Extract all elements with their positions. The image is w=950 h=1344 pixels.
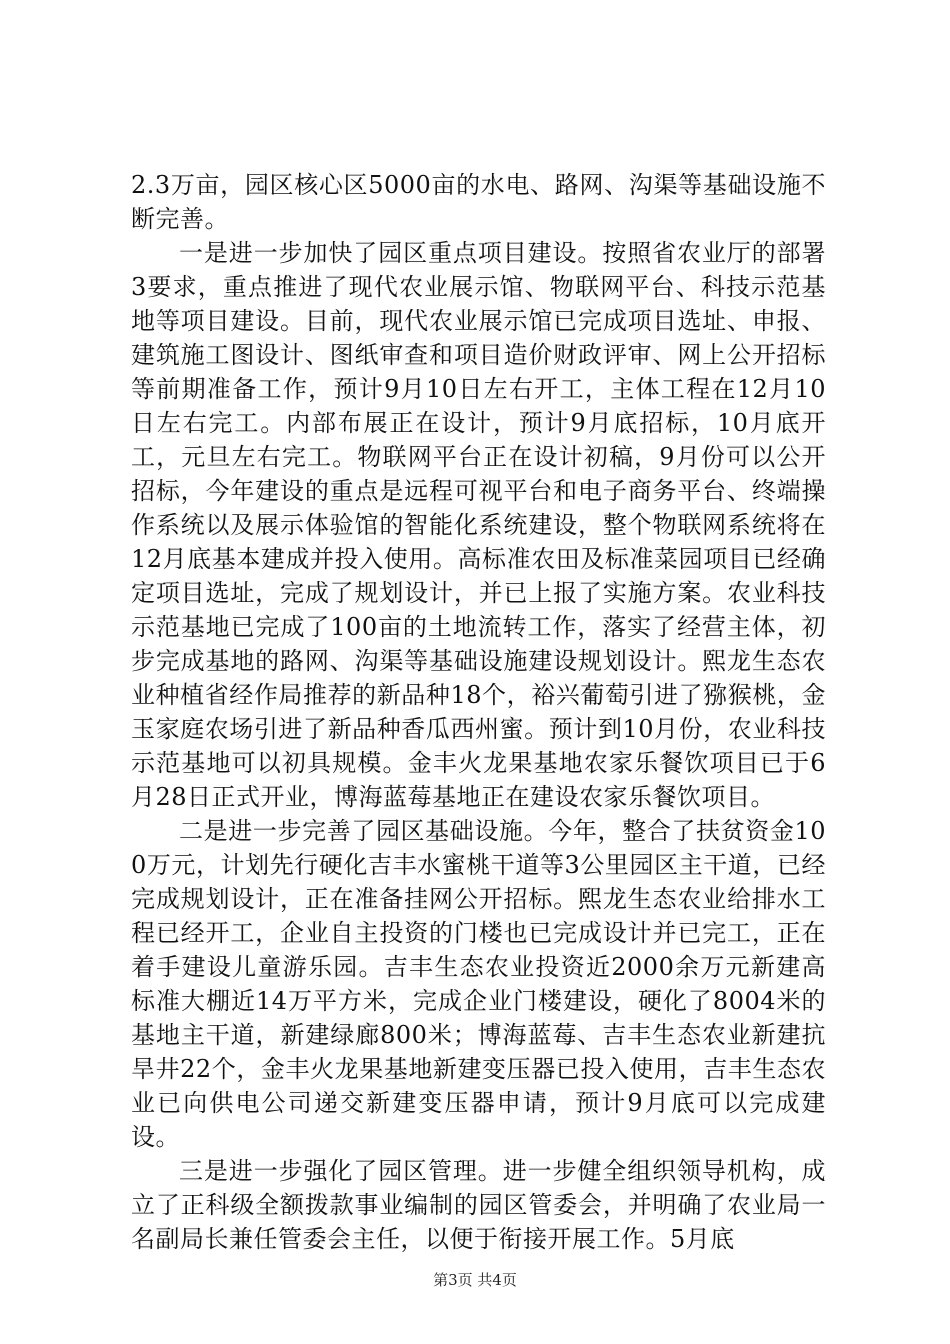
paragraph-3: 二是进一步完善了园区基础设施。今年，整合了扶贫资金100万元，计划先行硬化吉丰水蜜桃干道等3公里园区主干道，已经完成规划设计，正在准备挂网公开招标。熙龙生态农业给排水工程已经开工，企业自主投资的门楼也已完成设计并已完工，正在着手建设儿童游乐园。吉丰生态农业投资近2000余万元新建高标准大棚近14万平方米，完成企业门楼建设，硬化了8004米的基地主干道，新建绿廊800米；博海蓝莓、吉丰生态农业新建抗旱井22个，金丰火龙果基地新建变压器已投入使用，吉丰生态农业已向供电公司递交新建变压器申请，预计9月底可以完成建设。 [131,817,826,1151]
page-footer: 第3页 共4页 [433,1271,517,1289]
paragraph-1: 2.3万亩，园区核心区5000亩的水电、路网、沟渠等基础设施不断完善。 [131,171,826,233]
paragraph-2: 一是进一步加快了园区重点项目建设。按照省农业厅的部署3要求，重点推进了现代农业展示馆、物联网平台、科技示范基地等项目建设。目前，现代农业展示馆已完成项目选址、申报、建筑施工图设计、图纸审查和项目造价财政评审、网上公开招标等前期准备工作，预计9月10日左右开工，主体工程在12月10日左右完工。内部布展正在设计，预计9月底招标，10月底开工，元旦左右完工。物联网平台正在设计初稿，9月份可以公开招标，今年建设的重点是远程可视平台和电子商务平台、终端操作系统以及展示体验馆的智能化系统建设，整个物联网系统将在12月底基本建成并投入使用。高标准农田及标准菜园项目已经确定项目选址，完成了规划设计，并已上报了实施方案。农业科技示范基地已完成了100亩的土地流转工作，落实了经营主体，初步完成基地的路网、沟渠等基础设施建设规划设计。熙龙生态农业种植省经作局推荐的新品种18个，裕兴葡萄引进了猕猴桃，金玉家庭农场引进了新品种香瓜西州蜜。预计到10月份，农业科技示范基地可以初具规模。金丰火龙果基地农家乐餐饮项目已于6月28日正式开业，博海蓝莓基地正在建设农家乐餐饮项目。 [131,239,826,811]
document-body [131,168,826,1256]
paragraph-4: 三是进一步强化了园区管理。进一步健全组织领导机构，成立了正科级全额拨款事业编制的园区管委会，并明确了农业局一名副局长兼任管委会主任，以便于衔接开展工作。5月底 [131,1157,826,1253]
